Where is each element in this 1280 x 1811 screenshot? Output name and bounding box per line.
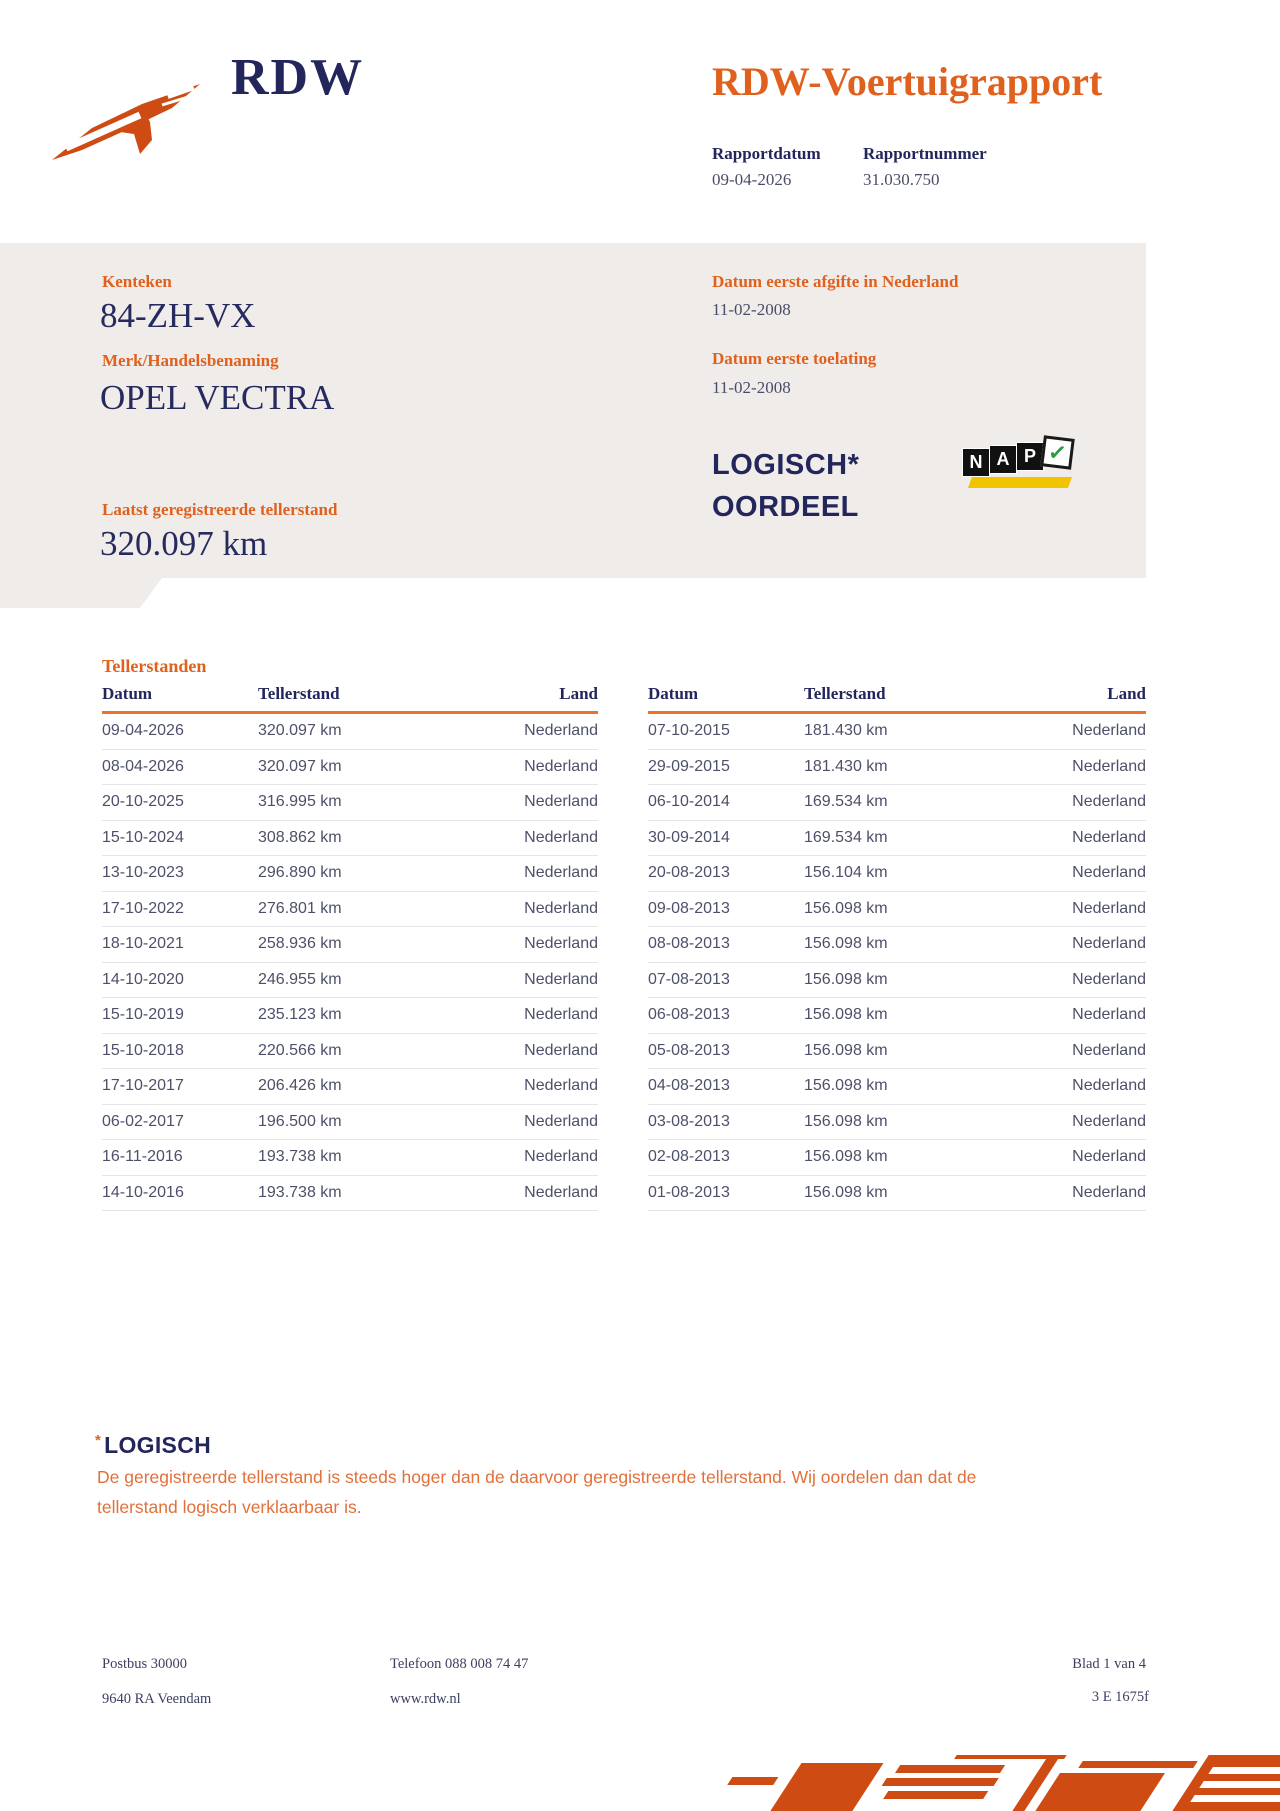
cell-land: Nederland <box>1072 1006 1146 1024</box>
footer-form-code: 3 E 1675f <box>1091 1689 1149 1705</box>
table-row <box>648 927 1146 963</box>
toelating-value: 11-02-2008 <box>712 378 791 397</box>
cell-land: Nederland <box>1072 1041 1146 1059</box>
table-row <box>102 750 598 786</box>
footer-website: www.rdw.nl <box>390 1691 461 1707</box>
cell-land: Nederland <box>1072 828 1146 846</box>
cell-land: Nederland <box>1072 1077 1146 1095</box>
table-row <box>648 1034 1146 1070</box>
nap-letter-a: A <box>989 445 1017 474</box>
table-row <box>648 785 1146 821</box>
oordeel-line1: LOGISCH* <box>712 449 860 481</box>
footer-page-number: Blad 1 van 4 <box>1072 1656 1146 1672</box>
cell-land: Nederland <box>524 1112 598 1130</box>
cell-datum: 30-09-2014 <box>648 828 730 846</box>
cell-tellerstand: 156.098 km <box>804 1183 888 1201</box>
cell-land: Nederland <box>524 828 598 846</box>
cell-tellerstand: 220.566 km <box>258 1041 342 1059</box>
cell-datum: 06-10-2014 <box>648 793 730 811</box>
table-row <box>102 821 598 857</box>
cell-datum: 15-10-2024 <box>102 828 184 846</box>
nap-letter-n: N <box>962 448 990 477</box>
nap-yellow-bar <box>968 477 1072 488</box>
logisch-explanation-heading <box>95 1432 211 1459</box>
column-header: Datum <box>102 684 153 703</box>
cell-datum: 08-08-2013 <box>648 935 730 953</box>
cell-tellerstand: 246.955 km <box>258 970 342 988</box>
merk-label: Merk/Handelsbenaming <box>102 351 279 370</box>
cell-datum: 03-08-2013 <box>648 1112 730 1130</box>
table-row <box>102 1105 598 1141</box>
cell-tellerstand: 156.098 km <box>804 970 888 988</box>
oordeel-line2: OORDEEL <box>712 491 859 523</box>
table-row <box>648 1140 1146 1176</box>
cell-tellerstand: 181.430 km <box>804 722 888 740</box>
table-row <box>648 998 1146 1034</box>
table-header-row <box>102 684 598 714</box>
afgifte-value: 11-02-2008 <box>712 300 791 319</box>
column-header: Land <box>559 684 598 703</box>
cell-tellerstand: 181.430 km <box>804 757 888 775</box>
cell-datum: 29-09-2015 <box>648 757 730 775</box>
tellerstanden-table-left <box>102 684 598 1211</box>
table-row <box>648 750 1146 786</box>
cell-land: Nederland <box>1072 1183 1146 1201</box>
cell-datum: 07-08-2013 <box>648 970 730 988</box>
kenteken-label: Kenteken <box>102 272 172 291</box>
cell-datum: 05-08-2013 <box>648 1041 730 1059</box>
rdw-road-graphic <box>690 1753 1280 1811</box>
cell-tellerstand: 320.097 km <box>258 757 342 775</box>
report-title: RDW-Voertuigrapport <box>712 59 1103 104</box>
cell-tellerstand: 156.098 km <box>804 899 888 917</box>
table-row <box>102 1034 598 1070</box>
cell-datum: 02-08-2013 <box>648 1148 730 1166</box>
cell-tellerstand: 156.104 km <box>804 864 888 882</box>
cell-tellerstand: 235.123 km <box>258 1006 342 1024</box>
vehicle-summary-panel-flap <box>0 578 162 608</box>
cell-datum: 09-04-2026 <box>102 722 184 740</box>
table-row <box>102 892 598 928</box>
cell-datum: 07-10-2015 <box>648 722 730 740</box>
rdw-logo-icon <box>52 82 202 162</box>
cell-datum: 09-08-2013 <box>648 899 730 917</box>
cell-land: Nederland <box>524 1183 598 1201</box>
cell-tellerstand: 156.098 km <box>804 1112 888 1130</box>
cell-land: Nederland <box>524 793 598 811</box>
column-header: Tellerstand <box>804 684 886 703</box>
cell-datum: 13-10-2023 <box>102 864 184 882</box>
cell-datum: 08-04-2026 <box>102 757 184 775</box>
table-row <box>102 927 598 963</box>
cell-datum: 16-11-2016 <box>102 1148 183 1166</box>
table-header-row <box>648 684 1146 714</box>
table-row <box>102 963 598 999</box>
cell-tellerstand: 193.738 km <box>258 1183 342 1201</box>
cell-tellerstand: 308.862 km <box>258 828 342 846</box>
cell-land: Nederland <box>524 757 598 775</box>
report-number-label: Rapportnummer <box>863 144 987 163</box>
cell-land: Nederland <box>1072 970 1146 988</box>
cell-land: Nederland <box>1072 1148 1146 1166</box>
cell-land: Nederland <box>524 1077 598 1095</box>
tellerstanden-table-right <box>648 684 1146 1211</box>
column-header: Land <box>1107 684 1146 703</box>
report-number-value: 31.030.750 <box>863 170 940 189</box>
cell-tellerstand: 276.801 km <box>258 899 342 917</box>
cell-tellerstand: 316.995 km <box>258 793 342 811</box>
cell-datum: 01-08-2013 <box>648 1183 730 1201</box>
afgifte-label: Datum eerste afgifte in Nederland <box>712 272 959 291</box>
logisch-title: LOGISCH <box>104 1432 212 1458</box>
cell-datum: 18-10-2021 <box>102 935 184 953</box>
cell-datum: 17-10-2017 <box>102 1077 184 1095</box>
cell-land: Nederland <box>524 899 598 917</box>
cell-land: Nederland <box>1072 793 1146 811</box>
cell-tellerstand: 196.500 km <box>258 1112 342 1130</box>
column-header: Tellerstand <box>258 684 340 703</box>
cell-datum: 06-08-2013 <box>648 1006 730 1024</box>
cell-land: Nederland <box>1072 757 1146 775</box>
cell-tellerstand: 206.426 km <box>258 1077 342 1095</box>
nap-checkmark-icon: ✓ <box>1040 435 1075 470</box>
table-row <box>648 892 1146 928</box>
table-row <box>648 1105 1146 1141</box>
table-row <box>648 1176 1146 1212</box>
laatste-tellerstand-value: 320.097 km <box>100 524 268 563</box>
cell-land: Nederland <box>524 864 598 882</box>
kenteken-value: 84-ZH-VX <box>100 296 256 335</box>
logisch-explanation-body <box>97 1462 1057 1522</box>
table-row <box>102 998 598 1034</box>
cell-land: Nederland <box>1072 864 1146 882</box>
cell-datum: 14-10-2020 <box>102 970 184 988</box>
cell-land: Nederland <box>524 935 598 953</box>
merk-value: OPEL VECTRA <box>100 378 335 417</box>
cell-tellerstand: 258.936 km <box>258 935 342 953</box>
cell-land: Nederland <box>1072 722 1146 740</box>
cell-datum: 20-08-2013 <box>648 864 730 882</box>
cell-land: Nederland <box>524 970 598 988</box>
cell-tellerstand: 156.098 km <box>804 1041 888 1059</box>
cell-land: Nederland <box>524 1148 598 1166</box>
cell-land: Nederland <box>524 722 598 740</box>
explanation-line2: tellerstand logisch verklaarbaar is. <box>97 1497 362 1517</box>
cell-tellerstand: 156.098 km <box>804 1077 888 1095</box>
column-header: Datum <box>648 684 699 703</box>
cell-tellerstand: 169.534 km <box>804 793 888 811</box>
rdw-wordmark: RDW <box>231 49 365 106</box>
tellerstanden-section-title: Tellerstanden <box>102 656 207 676</box>
nap-letter-p: P <box>1016 442 1044 471</box>
table-row <box>648 821 1146 857</box>
table-row <box>648 714 1146 750</box>
cell-datum: 04-08-2013 <box>648 1077 730 1095</box>
asterisk: * <box>95 1432 102 1449</box>
toelating-label: Datum eerste toelating <box>712 349 877 368</box>
table-row <box>102 856 598 892</box>
cell-land: Nederland <box>524 1006 598 1024</box>
report-date-label: Rapportdatum <box>712 144 821 163</box>
cell-land: Nederland <box>1072 935 1146 953</box>
cell-tellerstand: 169.534 km <box>804 828 888 846</box>
cell-land: Nederland <box>1072 1112 1146 1130</box>
footer-address-line1: Postbus 30000 <box>102 1656 188 1672</box>
cell-tellerstand: 156.098 km <box>804 1006 888 1024</box>
table-row <box>648 1069 1146 1105</box>
cell-land: Nederland <box>524 1041 598 1059</box>
cell-datum: 20-10-2025 <box>102 793 184 811</box>
cell-tellerstand: 193.738 km <box>258 1148 342 1166</box>
table-row <box>648 856 1146 892</box>
cell-datum: 06-02-2017 <box>102 1112 184 1130</box>
cell-datum: 15-10-2019 <box>102 1006 184 1024</box>
table-row <box>102 1176 598 1212</box>
laatste-tellerstand-label: Laatst geregistreerde tellerstand <box>102 500 338 519</box>
table-row <box>102 1069 598 1105</box>
explanation-line1: De geregistreerde tellerstand is steeds hoger dan de daarvoor geregistreerde tellerstand. Wij oordelen dan dat de <box>97 1467 977 1487</box>
report-date-value: 09-04-2026 <box>712 170 792 189</box>
cell-tellerstand: 320.097 km <box>258 722 342 740</box>
table-row <box>102 714 598 750</box>
cell-datum: 15-10-2018 <box>102 1041 184 1059</box>
nap-logo <box>962 436 1072 490</box>
table-row <box>102 785 598 821</box>
table-row <box>648 963 1146 999</box>
cell-tellerstand: 156.098 km <box>804 935 888 953</box>
table-row <box>102 1140 598 1176</box>
cell-land: Nederland <box>1072 899 1146 917</box>
cell-datum: 14-10-2016 <box>102 1183 184 1201</box>
footer-address-line2: 9640 RA Veendam <box>102 1691 212 1707</box>
cell-tellerstand: 296.890 km <box>258 864 342 882</box>
footer-phone: Telefoon 088 008 74 47 <box>390 1656 529 1672</box>
cell-datum: 17-10-2022 <box>102 899 184 917</box>
cell-tellerstand: 156.098 km <box>804 1148 888 1166</box>
